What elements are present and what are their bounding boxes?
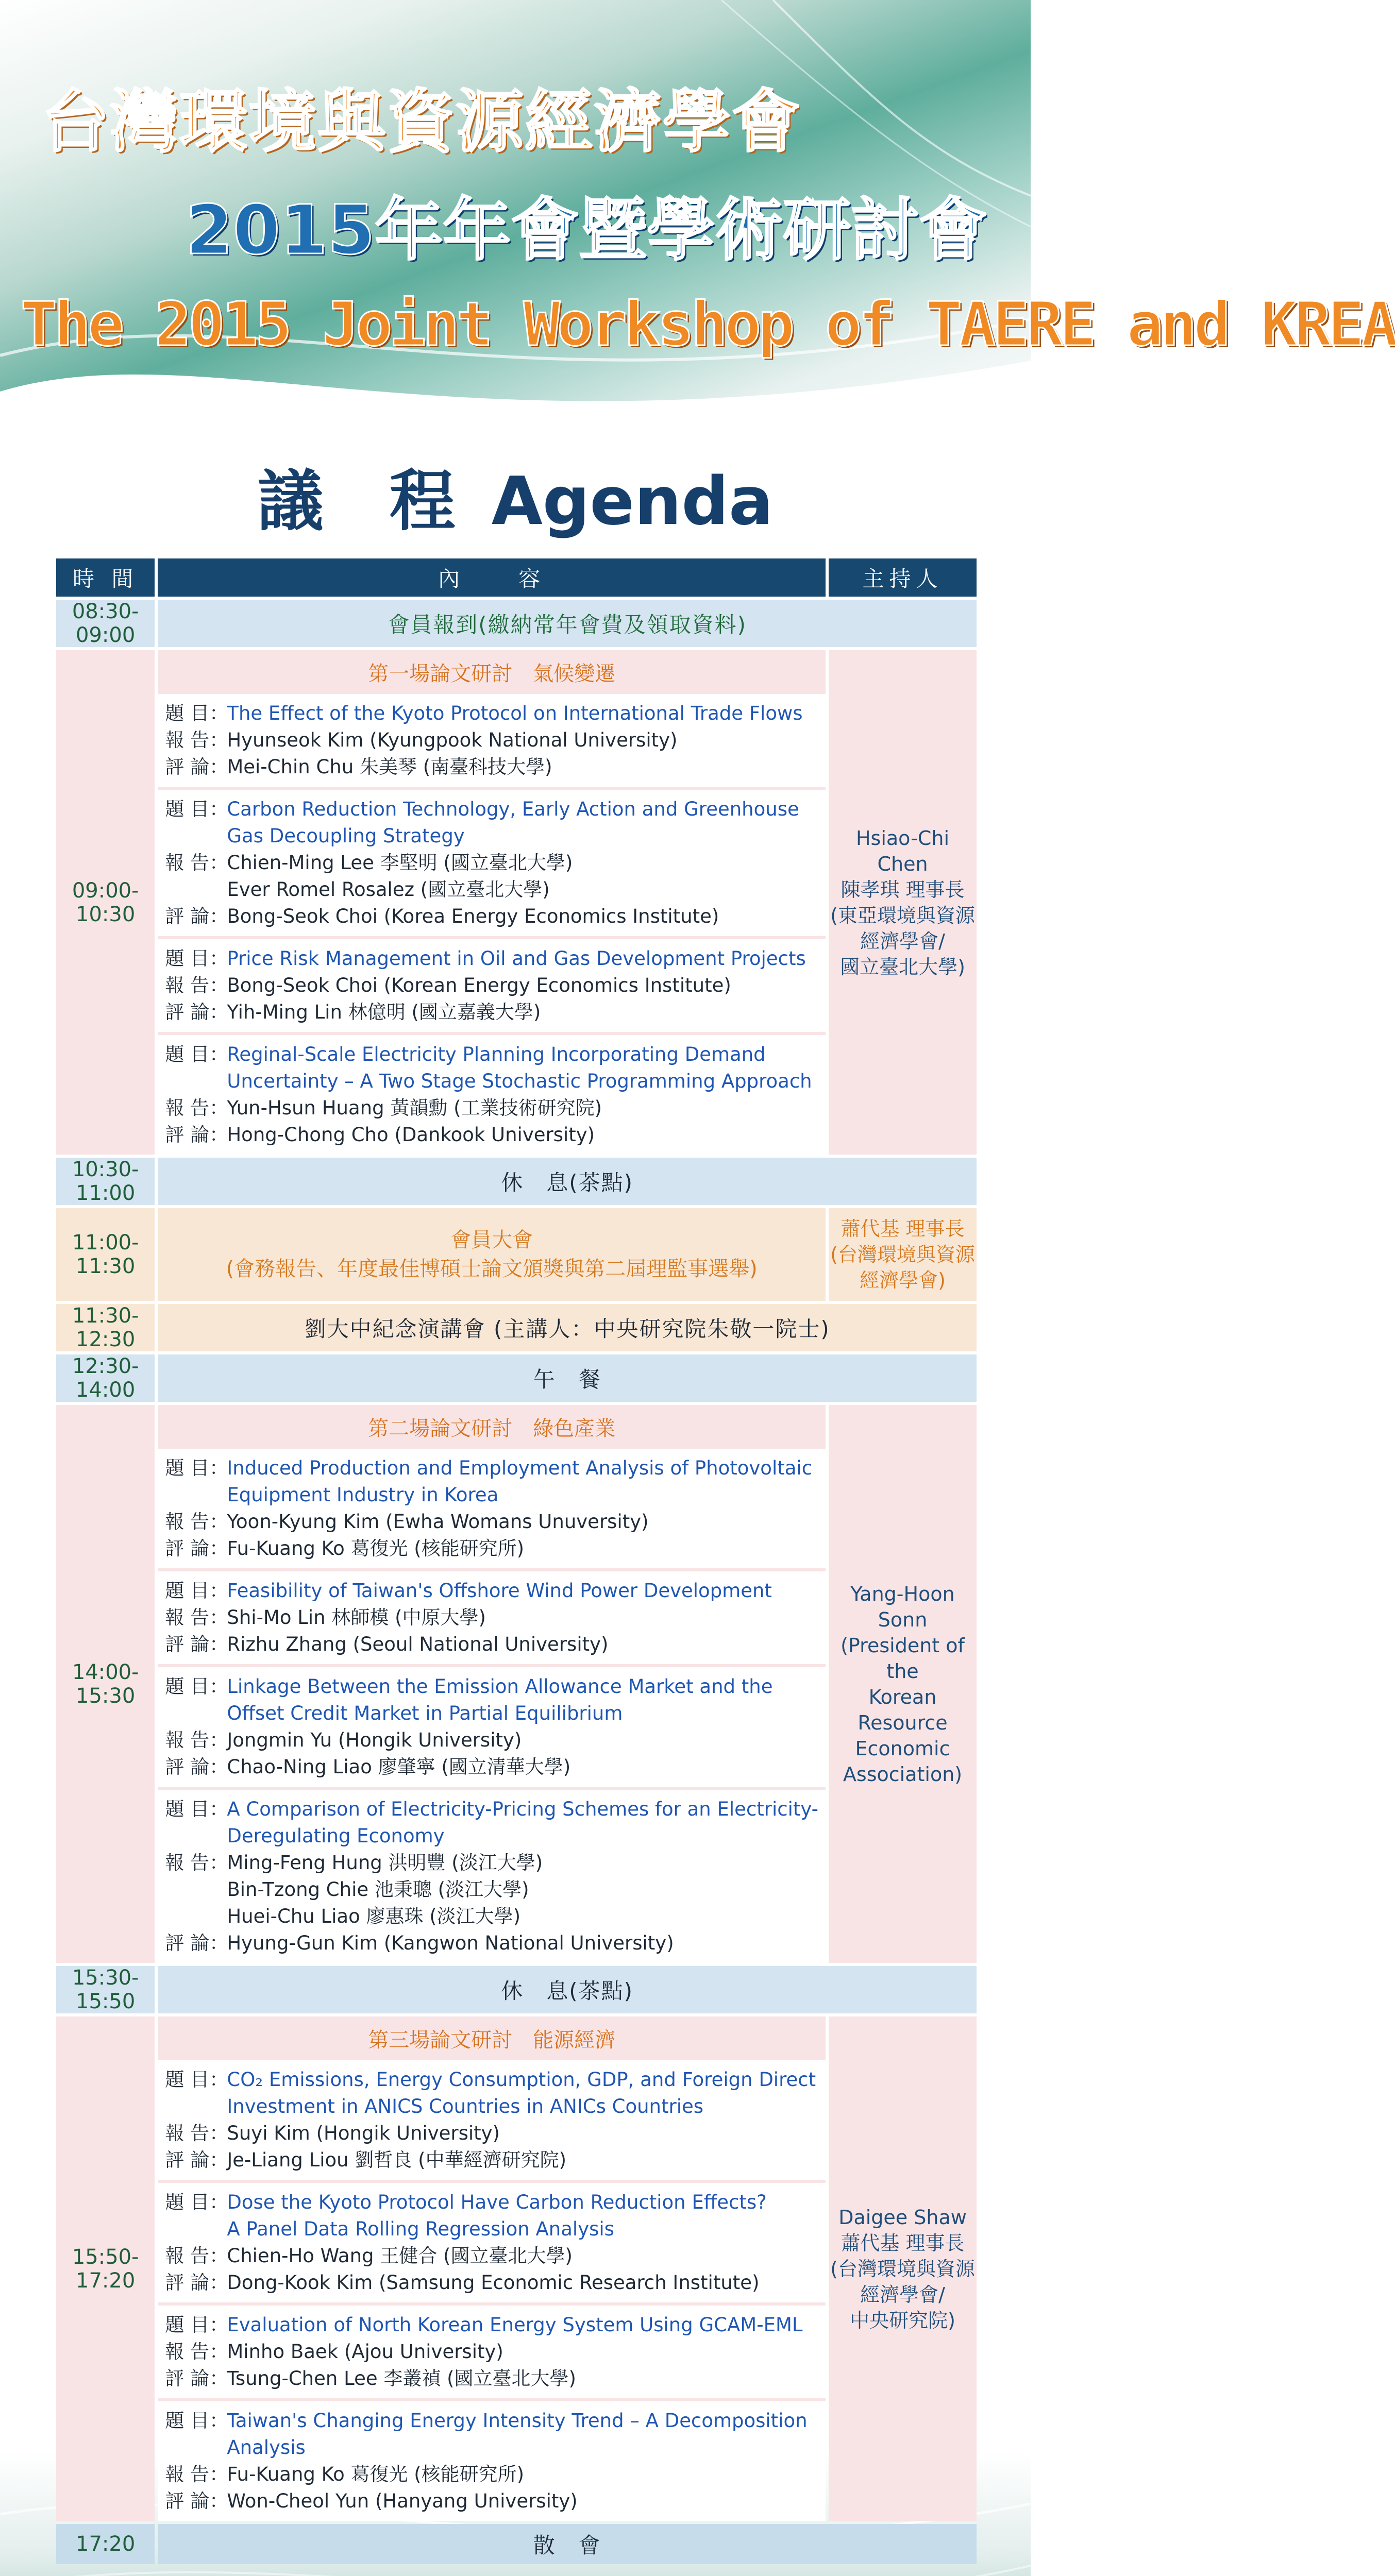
paper-discuss-line <box>165 1754 818 1781</box>
assembly-detail: (會務報告、年度最佳博碩士論文頒獎與第二屆理監事選舉) <box>226 1257 758 1281</box>
paper-topic: Carbon Reduction Technology, Early Action and Greenhouse <box>227 798 799 820</box>
paper-discussant: Yih-Ming Lin 林億明 (國立嘉義大學) <box>227 1001 541 1023</box>
paper-discussant: Chao-Ning Liao 廖肇寧 (國立清華大學) <box>227 1756 571 1778</box>
paper-item <box>158 1571 826 1664</box>
paper-topic: A Comparison of Electricity-Pricing Schemes for an Electricity- <box>227 1798 819 1820</box>
paper-topic-line <box>165 1796 818 1823</box>
session1-content <box>158 650 826 1155</box>
closing-row <box>56 2524 977 2564</box>
paper-topic: A Panel Data Rolling Regression Analysis <box>227 2218 614 2240</box>
paper-item <box>158 2060 826 2180</box>
paper-topic-line <box>165 796 818 823</box>
topic-label: 題 目： <box>165 947 229 970</box>
host-line: Economic <box>855 1737 950 1760</box>
report-label: 報 告： <box>165 852 229 874</box>
discuss-label: 評 論： <box>165 1633 229 1655</box>
paper-discussant: Tsung-Chen Lee 李叢禎 (國立臺北大學) <box>227 2367 576 2389</box>
agenda-table <box>53 555 980 2567</box>
paper-topic: Feasibility of Taiwan's Offshore Wind Power Development <box>227 1580 772 1602</box>
assembly-host <box>829 1208 977 1301</box>
report-label: 報 告： <box>165 2245 229 2267</box>
paper-item <box>158 1667 826 1787</box>
host-line: 國立臺北大學) <box>840 955 965 978</box>
host-line: (台灣環境與資源 <box>830 2257 975 2280</box>
discuss-label: 評 論： <box>165 756 229 778</box>
paper-reporter: Shi-Mo Lin 林師模 (中原大學) <box>227 1606 486 1629</box>
session2-title <box>158 1405 826 1449</box>
time-cell: 10:30-11:00 <box>56 1158 155 1205</box>
paper-discuss-line <box>165 2269 818 2296</box>
session1-host <box>829 650 977 1155</box>
header-host: 主持人 <box>829 558 977 597</box>
lecture-text: 劉大中紀念演講會 (主講人：中央研究院朱敬一院士) <box>158 1304 977 1351</box>
host-line: (台灣環境與資源 <box>830 1243 975 1266</box>
paper-report-line <box>165 2338 818 2365</box>
topic-label: 題 目： <box>165 1043 229 1065</box>
paper-topic-line <box>165 2189 818 2216</box>
paper-report-line <box>165 1903 818 1930</box>
paper-discussant: Dong-Kook Kim (Samsung Economic Research Institute) <box>227 2272 760 2294</box>
host-line: Korean Resource <box>858 1685 948 1734</box>
lunch-row <box>56 1354 977 1402</box>
paper-reporter: Fu-Kuang Ko 葛復光 (核能研究所) <box>227 2463 525 2485</box>
agenda-heading-en: Agenda <box>491 463 774 540</box>
paper-report-line <box>165 1095 818 1122</box>
host-line: (東亞環境與資源 <box>830 904 975 927</box>
session-theme: 氣候變遷 <box>533 662 616 686</box>
paper-reporter: Ever Romel Rosalez (國立臺北大學) <box>227 878 550 901</box>
paper-discussant: Mei-Chin Chu 朱美琴 (南臺科技大學) <box>227 756 552 778</box>
paper-topic: Linkage Between the Emission Allowance Market and the <box>227 1675 773 1698</box>
paper-topic: Analysis <box>227 2436 306 2459</box>
paper-item <box>158 694 826 787</box>
break2-row <box>56 1966 977 2013</box>
time-cell: 17:20 <box>56 2524 155 2564</box>
discuss-label: 評 論： <box>165 905 229 927</box>
paper-report-line <box>165 972 818 999</box>
paper-topic-line <box>165 2434 818 2461</box>
paper-report-line <box>165 2461 818 2488</box>
paper-item <box>158 1035 826 1155</box>
paper-reporter: Chien-Ho Wang 王健合 (國立臺北大學) <box>227 2245 573 2267</box>
paper-item <box>158 2306 826 2398</box>
paper-topic: Offset Credit Market in Partial Equilibrium <box>227 1702 623 1724</box>
paper-topic: Induced Production and Employment Analysis of Photovoltaic <box>227 1457 813 1479</box>
report-label: 報 告： <box>165 1097 229 1119</box>
session1-row <box>56 650 977 1155</box>
header-content: 內 容 <box>158 558 826 597</box>
session-theme: 綠色產業 <box>533 1417 616 1440</box>
host-line: 經濟學會/ <box>860 2283 945 2306</box>
session-name: 第三場論文研討 <box>368 2028 513 2052</box>
agenda-heading <box>0 448 1031 543</box>
paper-topic: CO₂ Emissions, Energy Consumption, GDP, and Foreign Direct <box>227 2069 816 2091</box>
paper-report-line <box>165 2243 818 2269</box>
paper-item <box>158 939 826 1032</box>
paper-discuss-line <box>165 1930 818 1957</box>
registration-row <box>56 600 977 647</box>
host-line: Association) <box>843 1762 963 1786</box>
session1-title <box>158 650 826 694</box>
paper-topic-line <box>165 1068 818 1095</box>
paper-reporter: Suyi Kim (Hongik University) <box>227 2122 500 2144</box>
paper-report-line <box>165 1727 818 1754</box>
paper-topic-line <box>165 2408 818 2434</box>
paper-topic: Equipment Industry in Korea <box>227 1484 499 1506</box>
paper-topic: Gas Decoupling Strategy <box>227 825 465 847</box>
paper-reporter: Ming-Feng Hung 洪明豐 (淡江大學) <box>227 1852 543 1874</box>
paper-topic: Price Risk Management in Oil and Gas Development Projects <box>227 947 806 970</box>
topic-label: 題 目： <box>165 1675 229 1698</box>
topic-label: 題 目： <box>165 2191 229 2213</box>
paper-discuss-line <box>165 1631 818 1658</box>
paper-topic-line <box>165 1700 818 1727</box>
paper-topic: Investment in ANICS Countries in ANICs Countries <box>227 2095 704 2117</box>
time-cell: 11:30-12:30 <box>56 1304 155 1351</box>
break2-text: 休 息(茶點) <box>158 1966 977 2013</box>
report-label: 報 告： <box>165 1852 229 1874</box>
session3-row <box>56 2016 977 2521</box>
paper-item <box>158 1790 826 1963</box>
paper-reporter: Huei-Chu Liao 廖惠珠 (淡江大學) <box>227 1905 521 1927</box>
discuss-label: 評 論： <box>165 2272 229 2294</box>
session2-papers <box>158 1449 826 1963</box>
host-line: 陳孝琪 理事長 <box>841 878 965 901</box>
paper-report-line <box>165 876 818 903</box>
paper-discuss-line <box>165 754 818 781</box>
session-name: 第一場論文研討 <box>368 662 513 686</box>
report-label: 報 告： <box>165 974 229 996</box>
session-theme: 能源經濟 <box>533 2028 616 2052</box>
paper-topic: Evaluation of North Korean Energy System Using GCAM-EML <box>227 2314 803 2336</box>
paper-reporter: Jongmin Yu (Hongik University) <box>227 1729 522 1751</box>
paper-reporter: Bin-Tzong Chie 池秉聰 (淡江大學) <box>227 1878 529 1901</box>
report-label: 報 告： <box>165 1606 229 1629</box>
time-cell: 08:30-09:00 <box>56 600 155 647</box>
paper-report-line <box>165 850 818 876</box>
paper-topic-line <box>165 823 818 850</box>
discuss-label: 評 論： <box>165 1756 229 1778</box>
session2-host <box>829 1405 977 1963</box>
topic-label: 題 目： <box>165 1457 229 1479</box>
paper-discussant: Je-Liang Liou 劉哲良 (中華經濟研究院) <box>227 2149 567 2171</box>
topic-label: 題 目： <box>165 2069 229 2091</box>
report-label: 報 告： <box>165 1511 229 1533</box>
workshop-title-en: The 2015 Joint Workshop of TAERE and KREA <box>21 289 1395 360</box>
discuss-label: 評 論： <box>165 1537 229 1560</box>
report-label: 報 告： <box>165 1729 229 1751</box>
paper-discussant: Hong-Chong Cho (Dankook University) <box>227 1124 595 1146</box>
host-line: Daigee Shaw <box>838 2206 967 2229</box>
topic-label: 題 目： <box>165 798 229 820</box>
time-cell: 11:00-11:30 <box>56 1208 155 1301</box>
conference-title: 2015年年會暨學術研討會 <box>186 191 987 270</box>
society-title: 台灣環境與資源經濟學會 <box>41 82 801 162</box>
report-label: 報 告： <box>165 2463 229 2485</box>
paper-report-line <box>165 727 818 754</box>
discuss-label: 評 論： <box>165 1932 229 1954</box>
paper-report-line <box>165 1850 818 1876</box>
discuss-label: 評 論： <box>165 2149 229 2171</box>
discuss-label: 評 論： <box>165 1124 229 1146</box>
lecture-row <box>56 1304 977 1351</box>
session2-row <box>56 1405 977 1963</box>
host-line: Hsiao-Chi Chen <box>855 826 950 875</box>
paper-topic-line <box>165 2093 818 2120</box>
report-label: 報 告： <box>165 2122 229 2144</box>
report-label: 報 告： <box>165 729 229 751</box>
paper-topic-line <box>165 700 818 727</box>
session-name: 第二場論文研討 <box>368 1417 513 1440</box>
paper-discuss-line <box>165 999 818 1026</box>
host-line: 經濟學會) <box>860 1269 946 1292</box>
paper-item <box>158 1449 826 1568</box>
host-line: 蕭代基 理事長 <box>841 1217 965 1240</box>
paper-discuss-line <box>165 903 818 930</box>
topic-label: 題 目： <box>165 702 229 724</box>
table-header-row <box>56 558 977 597</box>
paper-reporter: Hyunseok Kim (Kyungpook National University) <box>227 729 678 751</box>
report-label: 報 告： <box>165 2341 229 2363</box>
discuss-label: 評 論： <box>165 2367 229 2389</box>
paper-report-line <box>165 1509 818 1535</box>
paper-discussant: Bong-Seok Choi (Korea Energy Economics Institute) <box>227 905 719 927</box>
paper-topic: Uncertainty – A Two Stage Stochastic Programming Approach <box>227 1070 812 1092</box>
lunch-text: 午 餐 <box>158 1354 977 1402</box>
paper-discuss-line <box>165 1535 818 1562</box>
paper-discuss-line <box>165 2365 818 2392</box>
paper-discuss-line <box>165 2488 818 2515</box>
paper-item <box>158 2401 826 2521</box>
paper-report-line <box>165 1604 818 1631</box>
paper-item <box>158 790 826 936</box>
time-cell: 14:00-15:30 <box>56 1405 155 1963</box>
paper-discussant: Won-Cheol Yun (Hanyang University) <box>227 2490 578 2512</box>
session2-content <box>158 1405 826 1963</box>
paper-topic-line <box>165 2312 818 2338</box>
paper-reporter: Yun-Hsun Huang 黃韻勳 (工業技術研究院) <box>227 1097 602 1119</box>
paper-reporter: Chien-Ming Lee 李堅明 (國立臺北大學) <box>227 852 573 874</box>
topic-label: 題 目： <box>165 1580 229 1602</box>
host-line: 經濟學會/ <box>860 929 945 953</box>
paper-reporter: Minho Baek (Ajou University) <box>227 2341 503 2363</box>
paper-item <box>158 2183 826 2302</box>
paper-topic-line <box>165 1482 818 1509</box>
host-line: 蕭代基 理事長 <box>841 2231 965 2255</box>
break1-text: 休 息(茶點) <box>158 1158 977 1205</box>
paper-topic-line <box>165 945 818 972</box>
host-line: 中央研究院) <box>850 2309 955 2332</box>
session3-content <box>158 2016 826 2521</box>
paper-discussant: Fu-Kuang Ko 葛復光 (核能研究所) <box>227 1537 525 1560</box>
paper-topic: Deregulating Economy <box>227 1825 445 1847</box>
paper-topic: Reginal-Scale Electricity Planning Incorporating Demand <box>227 1043 766 1065</box>
time-cell: 15:50-17:20 <box>56 2016 155 2521</box>
topic-label: 題 目： <box>165 2314 229 2336</box>
paper-report-line <box>165 1876 818 1903</box>
assembly-content <box>158 1208 826 1301</box>
paper-topic-line <box>165 1823 818 1850</box>
paper-report-line <box>165 2120 818 2147</box>
session3-papers <box>158 2060 826 2521</box>
paper-topic-line <box>165 1041 818 1068</box>
time-cell: 09:00-10:30 <box>56 650 155 1155</box>
paper-discussant: Rizhu Zhang (Seoul National University) <box>227 1633 609 1655</box>
assembly-title: 會員大會 <box>450 1228 533 1252</box>
break1-row <box>56 1158 977 1205</box>
topic-label: 題 目： <box>165 1798 229 1820</box>
host-line: (President of the <box>841 1634 965 1683</box>
paper-reporter: Yoon-Kyung Kim (Ewha Womans Unuversity) <box>227 1511 649 1533</box>
time-cell: 15:30-15:50 <box>56 1966 155 2013</box>
paper-topic: The Effect of the Kyoto Protocol on International Trade Flows <box>227 702 803 724</box>
discuss-label: 評 論： <box>165 2490 229 2512</box>
discuss-label: 評 論： <box>165 1001 229 1023</box>
paper-topic-line <box>165 2216 818 2243</box>
paper-topic-line <box>165 1578 818 1604</box>
host-line: Yang-Hoon Sonn <box>850 1582 955 1631</box>
paper-topic: Taiwan's Changing Energy Intensity Trend – A Decomposition <box>227 2410 808 2432</box>
paper-discuss-line <box>165 1122 818 1148</box>
session1-papers <box>158 694 826 1155</box>
session3-host <box>829 2016 977 2521</box>
paper-topic-line <box>165 1455 818 1482</box>
paper-discuss-line <box>165 2147 818 2174</box>
paper-reporter: Bong-Seok Choi (Korean Energy Economics Institute) <box>227 974 731 996</box>
topic-label: 題 目： <box>165 2410 229 2432</box>
header-time: 時 間 <box>56 558 155 597</box>
paper-topic-line <box>165 1673 818 1700</box>
paper-topic-line <box>165 2066 818 2093</box>
registration-text: 會員報到(繳納常年會費及領取資料) <box>158 600 977 647</box>
paper-topic: Dose the Kyoto Protocol Have Carbon Reduction Effects? <box>227 2191 767 2213</box>
time-cell: 12:30-14:00 <box>56 1354 155 1402</box>
session3-title <box>158 2016 826 2060</box>
paper-discussant: Hyung-Gun Kim (Kangwon National University) <box>227 1932 674 1954</box>
agenda-heading-zh: 議 程 <box>257 463 456 540</box>
assembly-row <box>56 1208 977 1301</box>
closing-text: 散 會 <box>158 2524 977 2564</box>
